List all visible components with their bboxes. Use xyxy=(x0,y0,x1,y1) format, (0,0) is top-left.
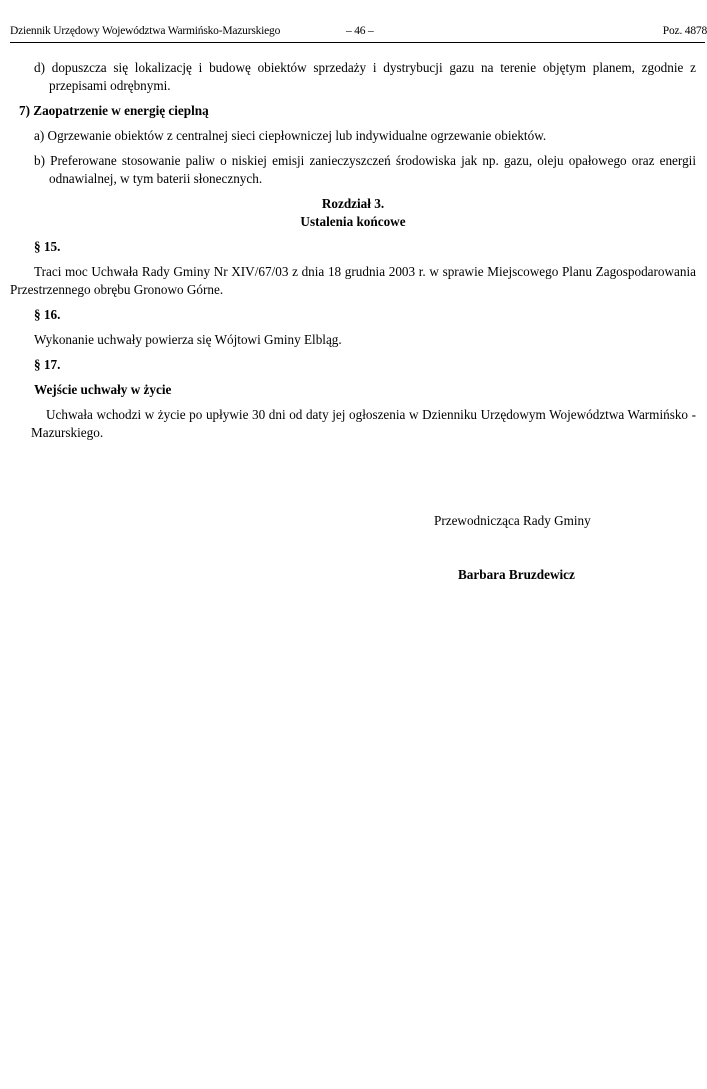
page-header xyxy=(10,25,707,39)
signature-name: Barbara Bruzdewicz xyxy=(458,567,575,582)
chapter-title: Ustalenia końcowe xyxy=(300,214,406,229)
signature-title: Przewodnicząca Rady Gminy xyxy=(434,513,591,528)
header-divider xyxy=(10,42,705,43)
page-number: – 46 – xyxy=(346,25,374,37)
list-item-7a: a) Ogrzewanie obiektów z centralnej sieci ciepłowniczej lub indywidualne ogrzewanie obiektów. xyxy=(34,128,547,143)
document-body xyxy=(10,59,696,442)
section-16-heading: § 16. xyxy=(34,307,61,322)
section-16-text: Wykonanie uchwały powierza się Wójtowi Gminy Elbląg. xyxy=(34,332,342,347)
section-17-title: Wejście uchwały w życie xyxy=(34,382,172,397)
section-17-text: Uchwała wchodzi w życie po upływie 30 dni od daty jej ogłoszenia w Dzienniku Urzędowym Województwa Warmińsko - Mazurskiego. xyxy=(31,407,696,440)
list-item-d: d) dopuszcza się lokalizację i budowę obiektów sprzedaży i dystrybucji gazu na terenie objętym planem, zgodnie z przepisami odrębnymi. xyxy=(34,60,696,93)
section-15-text: Traci moc Uchwała Rady Gminy Nr XIV/67/03 z dnia 18 grudnia 2003 r. w sprawie Miejscowego Planu Zagospodarowania Przestrzennego obrębu Gronowo Górne. xyxy=(10,264,696,297)
section-15-heading: § 15. xyxy=(34,239,61,254)
chapter-number: Rozdział 3. xyxy=(321,196,385,211)
list-item-7b: b) Preferowane stosowanie paliw o niskiej emisji zanieczyszczeń środowiska jak np. gazu, oleju opałowego oraz energii odnawialnej, w tym baterii słonecznych. xyxy=(34,153,696,186)
section-17-heading: § 17. xyxy=(34,357,61,372)
position-number: Poz. 4878 xyxy=(662,25,707,37)
item-7-heading: 7) Zaopatrzenie w energię cieplną xyxy=(19,103,209,118)
publication-title: Dziennik Urzędowy Województwa Warmińsko-Mazurskiego xyxy=(10,25,281,37)
